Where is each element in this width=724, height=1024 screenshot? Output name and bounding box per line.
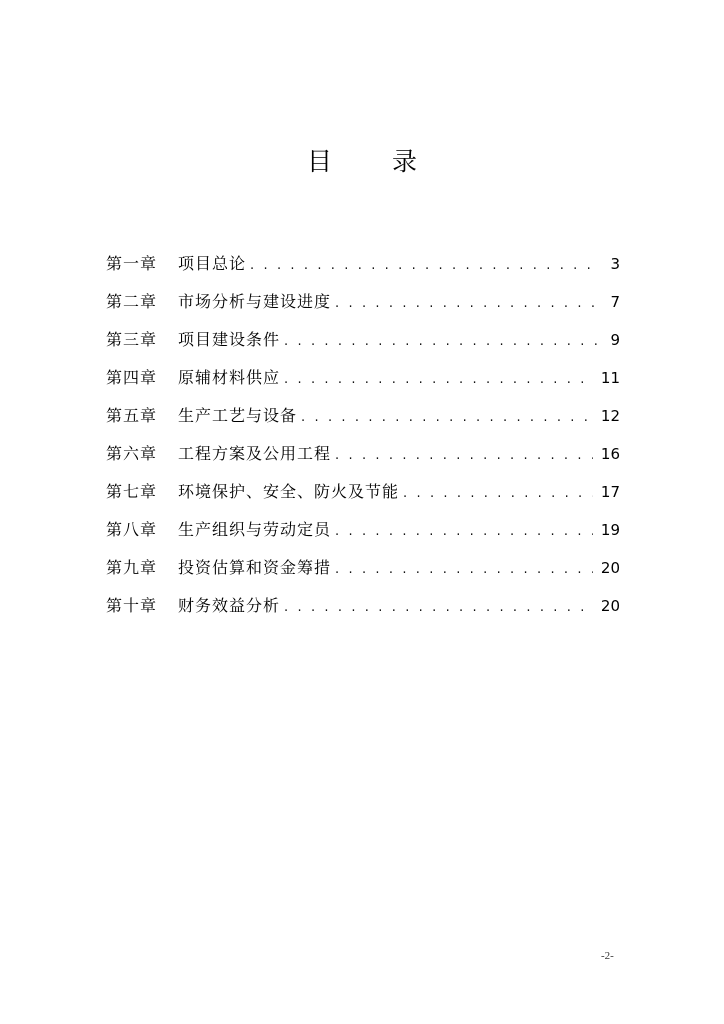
toc-page-number: 16: [600, 445, 620, 463]
toc-chapter-title: 环境保护、安全、防火及节能: [178, 482, 400, 501]
toc-entry-1[interactable]: [106, 245, 620, 283]
toc-page-number: 9: [610, 331, 620, 349]
toc-entry-6[interactable]: [106, 435, 620, 473]
dot-leader: [284, 589, 593, 627]
toc-entry-3[interactable]: [106, 321, 620, 359]
toc-chapter-label: 第九章: [106, 558, 158, 577]
page-title: 目 录: [307, 147, 443, 176]
toc-chapter-label: 第八章: [106, 520, 158, 539]
dot-leader: [284, 323, 598, 361]
toc-entry-9[interactable]: [106, 549, 620, 587]
toc-chapter-title: 投资估算和资金筹措: [178, 558, 332, 577]
toc-page-number: 19: [600, 521, 620, 539]
toc-page-number: 17: [600, 483, 620, 501]
page-number: -2-: [601, 950, 614, 962]
toc-entry-2[interactable]: [106, 283, 620, 321]
dot-leader: [403, 475, 593, 513]
toc-chapter-title: 生产组织与劳动定员: [178, 520, 332, 539]
toc-chapter-title: 生产工艺与设备: [178, 406, 298, 425]
dot-leader: [335, 551, 593, 589]
toc-entry-5[interactable]: [106, 397, 620, 435]
toc-chapter-label: 第四章: [106, 368, 158, 387]
toc-chapter-label: 第七章: [106, 482, 158, 501]
dot-leader: [335, 513, 593, 551]
toc-chapter-label: 第十章: [106, 596, 158, 615]
toc-chapter-title: 财务效益分析: [178, 596, 281, 615]
dot-leader: [301, 399, 593, 437]
dot-leader: [335, 437, 593, 475]
dot-leader: [250, 247, 598, 285]
toc-page-number: 11: [600, 369, 620, 387]
dot-leader: [284, 361, 593, 399]
toc-chapter-title: 市场分析与建设进度: [178, 292, 332, 311]
toc-entry-4[interactable]: [106, 359, 620, 397]
toc-entry-8[interactable]: [106, 511, 620, 549]
toc-page-number: 12: [600, 407, 620, 425]
toc-chapter-label: 第三章: [106, 330, 158, 349]
toc-page-number: 20: [600, 597, 620, 615]
toc-chapter-label: 第六章: [106, 444, 158, 463]
dot-leader: [335, 285, 598, 323]
toc-chapter-label: 第五章: [106, 406, 158, 425]
toc-chapter-title: 项目总论: [178, 254, 247, 273]
toc-entry-10[interactable]: [106, 587, 620, 625]
toc-entry-7[interactable]: [106, 473, 620, 511]
toc-chapter-title: 项目建设条件: [178, 330, 281, 349]
toc-chapter-label: 第二章: [106, 292, 158, 311]
toc-page-number: 20: [600, 559, 620, 577]
toc-chapter-label: 第一章: [106, 254, 158, 273]
toc-page-number: 3: [610, 255, 620, 273]
toc-chapter-title: 原辅材料供应: [178, 368, 281, 387]
table-of-contents: [106, 245, 620, 625]
toc-page-number: 7: [610, 293, 620, 311]
toc-chapter-title: 工程方案及公用工程: [178, 444, 332, 463]
